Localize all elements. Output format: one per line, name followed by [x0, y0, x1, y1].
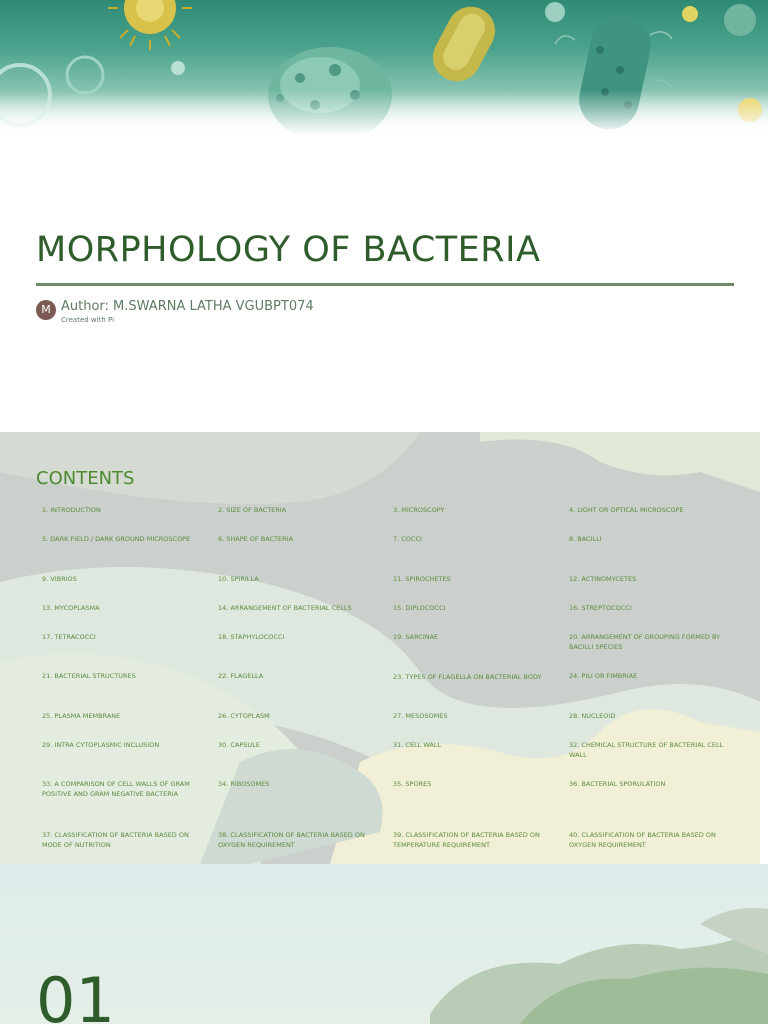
contents-item: 5. DARK FIELD / DARK GROUND MICROSCOPE [42, 535, 191, 543]
contents-item: 2. SIZE OF BACTERIA [218, 506, 287, 514]
small-cell-icon [724, 4, 756, 36]
contents-item: 12. ACTINOMYCETES [569, 575, 637, 583]
contents-item: 39. CLASSIFICATION OF BACTERIA BASED ON TEMPERATURE REQUIREMENT [393, 831, 540, 849]
contents-item: 24. PILI OR FIMBRIAE [569, 672, 638, 680]
small-cell-icon [545, 2, 565, 22]
created-with-text: Created with Pi [61, 316, 115, 324]
contents-item: 1. INTRODUCTION [42, 506, 101, 514]
contents-item: 20. ARRANGEMENT OF GROUPING FORMED BY BACILLI SPECIES [569, 633, 721, 651]
contents-item: 11. SPIROCHETES [393, 575, 451, 583]
page-title: MORPHOLOGY OF BACTERIA [36, 230, 541, 270]
contents-item: 15. DIPLOCOCCI [393, 604, 446, 612]
contents-item: 26. CYTOPLASM [218, 712, 270, 720]
contents-item: 4. LIGHT OR OPTICAL MICROSCOPE [569, 506, 684, 514]
contents-item: 7. COCCI [393, 535, 422, 543]
contents-item: 28. NUCLEOID [569, 712, 616, 720]
contents-item: 8. BACILLI [569, 535, 602, 543]
small-spore-icon [682, 6, 698, 22]
small-cell-icon [171, 61, 185, 75]
contents-item: 34. RIBOSOMES [218, 780, 270, 788]
contents-item: 10. SPIRILLA [218, 575, 259, 583]
contents-item: 36. BACTERIAL SPORULATION [569, 780, 666, 788]
virus-icon [108, 0, 192, 50]
contents-item: 16. STREPTOCOCCI [569, 604, 632, 612]
contents-item: 17. TETRACOCCI [42, 633, 96, 641]
contents-item: 27. MESOSOMES [393, 712, 448, 720]
contents-item: 3. MICROSCOPY [393, 506, 445, 514]
contents-item: 33. A COMPARISON OF CELL WALLS OF GRAM POSITIVE AND GRAM NEGATIVE BACTERIA [42, 780, 190, 798]
contents-item: 38. CLASSIFICATION OF BACTERIA BASED ON OXYGEN REQUIREMENT [218, 831, 365, 849]
contents-item: 18. STAPHYLOCOCCI [218, 633, 285, 641]
contents-slide [0, 432, 760, 864]
contents-item: 30. CAPSULE [218, 741, 260, 749]
contents-item: 9. VIBRIOS [42, 575, 77, 583]
contents-item: 22. FLAGELLA [218, 672, 264, 680]
avatar: M [36, 300, 56, 320]
contents-item: 29. INTRA CYTOPLASMIC INCLUSION [42, 741, 160, 749]
contents-item: 35. SPORES [393, 780, 432, 788]
title-divider [36, 283, 734, 286]
section-slide [0, 864, 768, 1024]
contents-list [0, 432, 760, 864]
contents-item: 31. CELL WALL [393, 741, 442, 749]
contents-item: 32. CHEMICAL STRUCTURE OF BACTERIAL CELL WALL [569, 741, 724, 759]
ring-cell-icon [67, 57, 103, 93]
contents-item: 13. MYCOPLASMA [42, 604, 100, 612]
contents-item: 40. CLASSIFICATION OF BACTERIA BASED ON OXYGEN REQUIREMENT [569, 831, 716, 849]
bacteria-banner-image [0, 0, 768, 135]
contents-item: 21. BACTERIAL STRUCTURES [42, 672, 136, 680]
author-text: Author: M.SWARNA LATHA VGUBPT074 [61, 299, 314, 314]
section-number: 01 [36, 964, 115, 1024]
contents-item: 19. SARCINAE [393, 633, 439, 641]
contents-item: 23. TYPES OF FLAGELLA ON BACTERIAL BODY [393, 673, 542, 681]
contents-item: 14. ARRANGEMENT OF BACTERIAL CELLS [218, 604, 352, 612]
contents-item: 37. CLASSIFICATION OF BACTERIA BASED ON MODE OF NUTRITION [42, 831, 189, 849]
contents-item: 6. SHAPE OF BACTERIA [218, 535, 294, 543]
rod-bacterium-icon [424, 0, 503, 90]
painted-background [0, 864, 768, 1024]
contents-heading: CONTENTS [36, 468, 135, 489]
contents-item: 25. PLASMA MEMBRANE [42, 712, 121, 720]
